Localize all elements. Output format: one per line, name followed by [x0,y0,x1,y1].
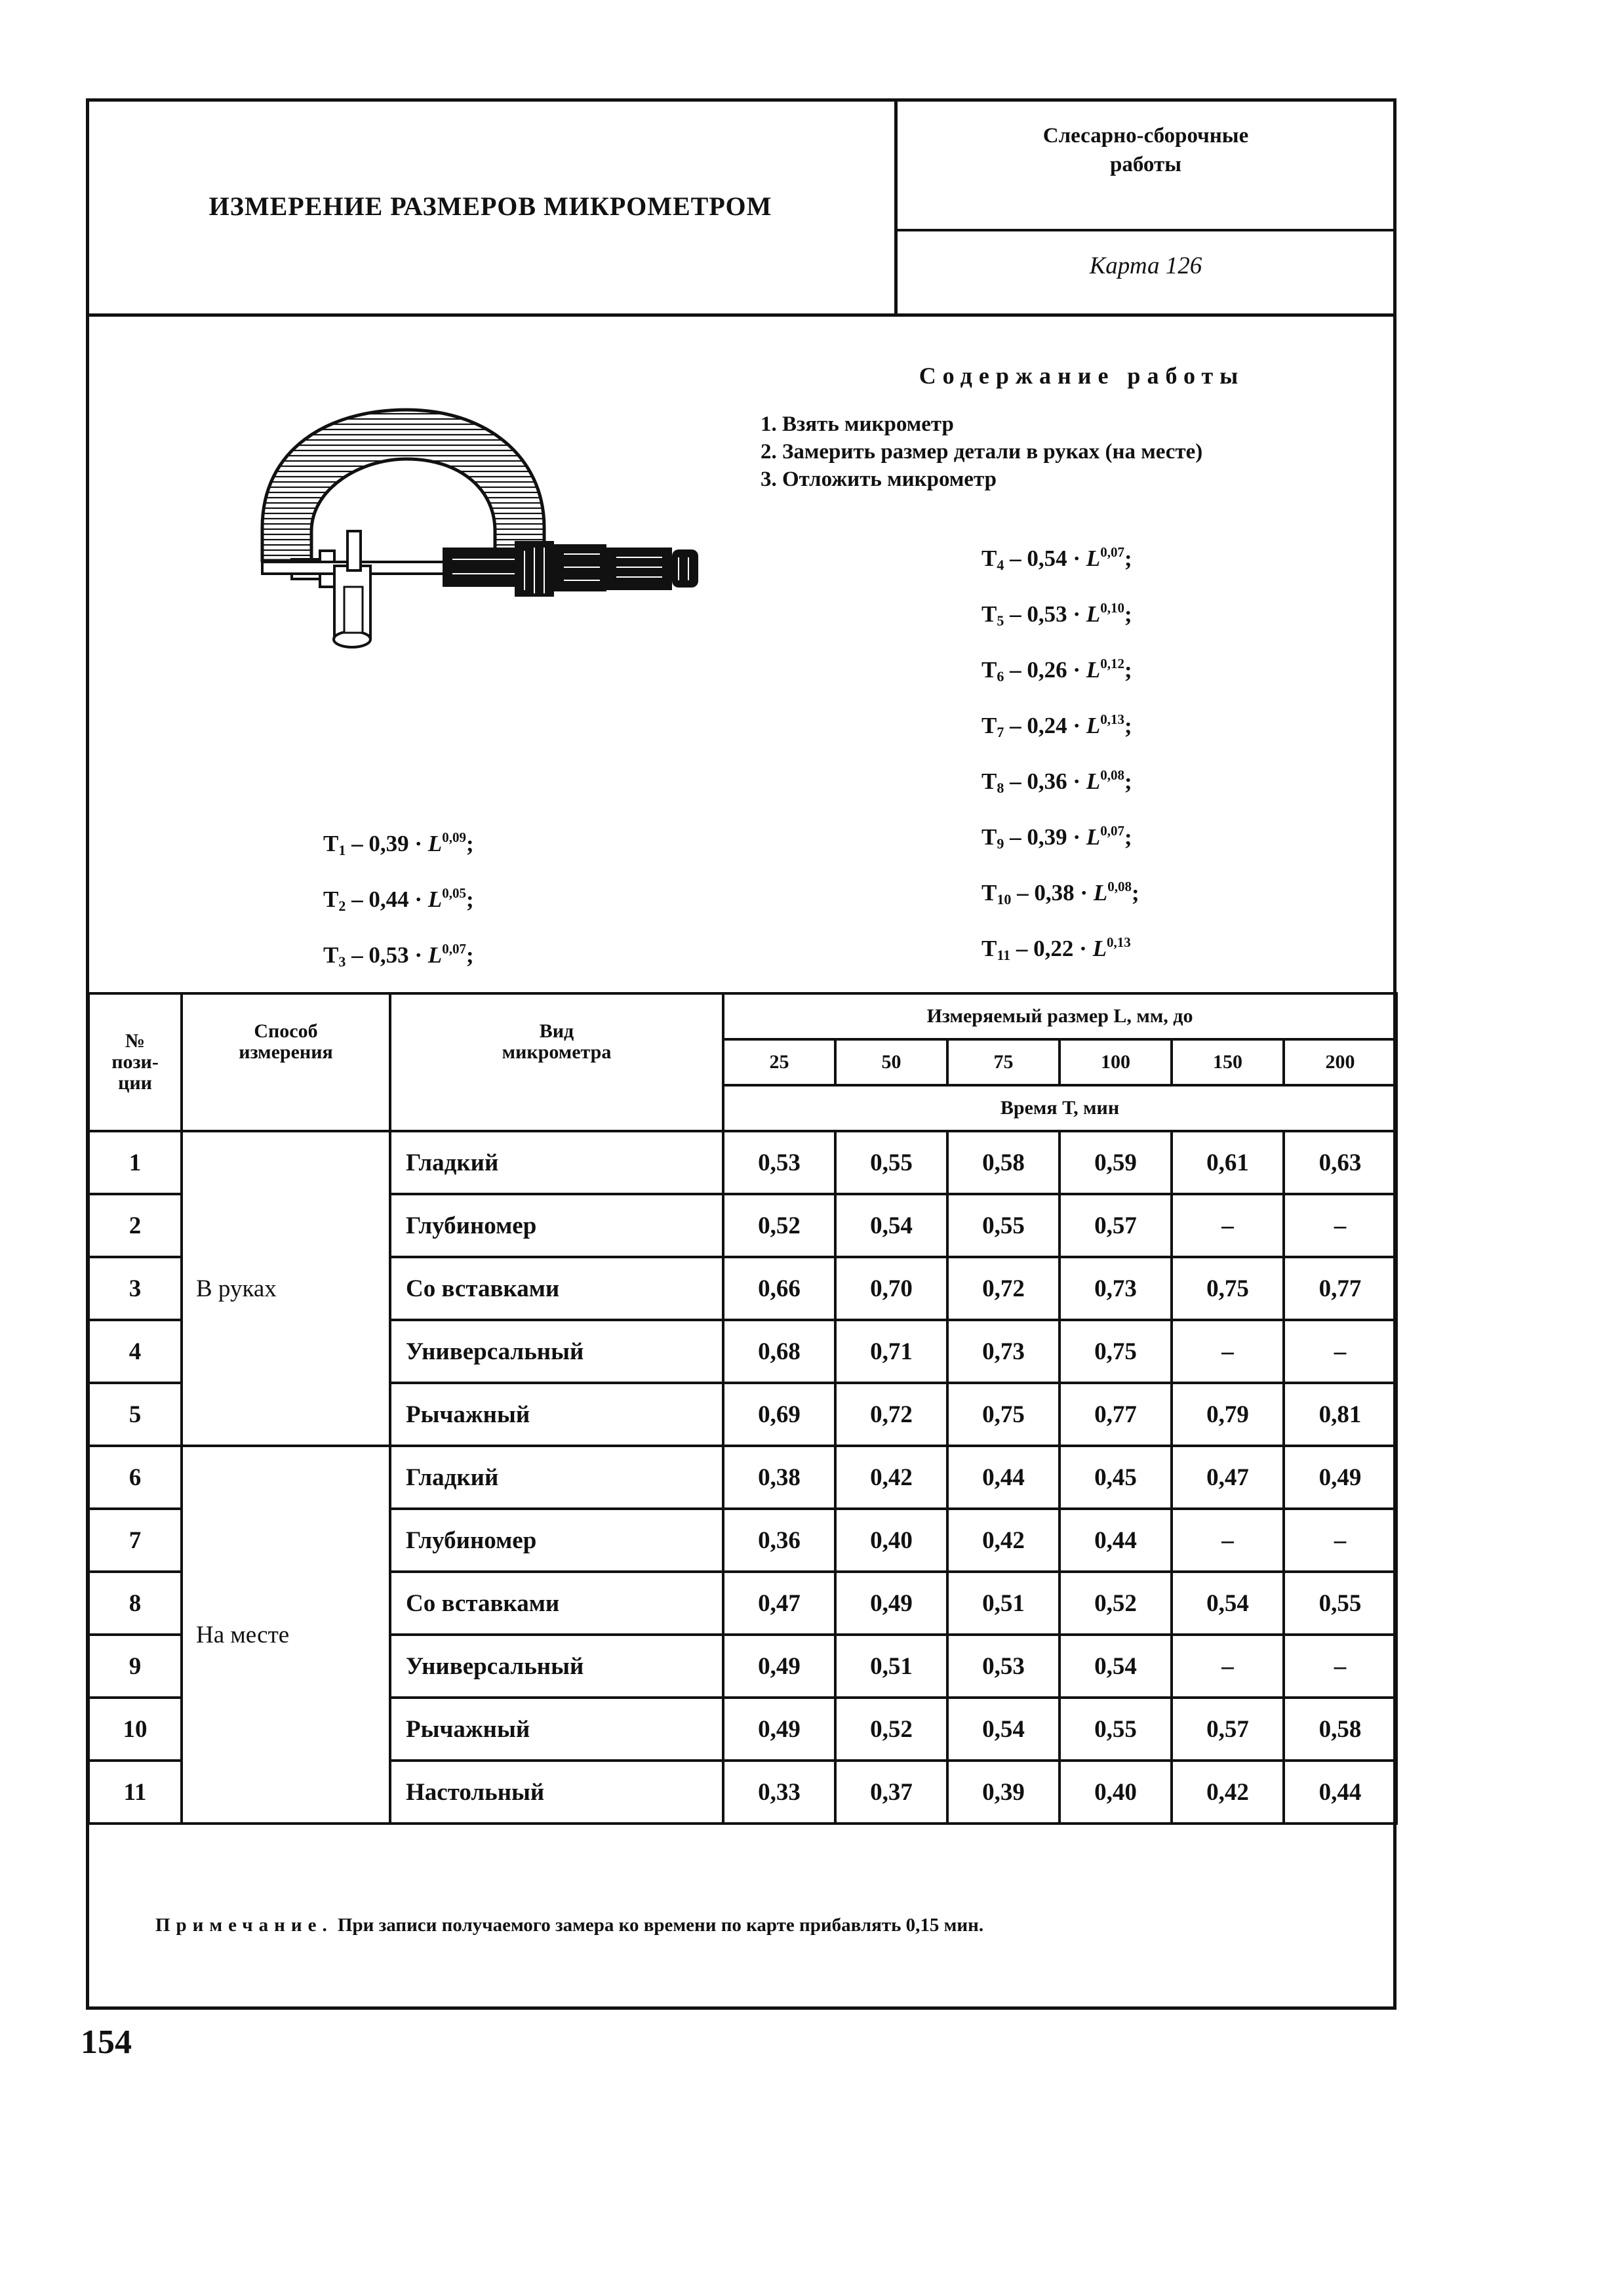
measurement-method: В руках [182,1131,390,1446]
time-value: 0,51 [947,1572,1060,1635]
formula-t: T [981,768,997,794]
time-value: – [1172,1320,1284,1383]
formula-index: 5 [997,612,1004,629]
position-number: 7 [89,1509,182,1572]
time-value: 0,42 [1172,1761,1284,1824]
formula-index: 4 [997,557,1004,573]
time-value: 0,55 [1284,1572,1396,1635]
table-row [89,1131,1396,1194]
position-number: 8 [89,1572,182,1635]
formula-index: 1 [338,842,346,858]
formula-coef: 0,22 [1033,936,1074,961]
formula-l: L [1086,824,1101,850]
time-formula: $T_2 - 0,44 \cdot L^{0,05}$; [323,885,474,914]
time-value: 0,59 [1060,1131,1172,1194]
time-value: 0,81 [1284,1383,1396,1446]
header-size: 100 [1060,1039,1172,1085]
formula-exp: 0,07 [1100,544,1124,560]
time-value: 0,49 [1284,1446,1396,1509]
time-value: 0,58 [947,1131,1060,1194]
formula-coef: 0,53 [1027,601,1067,627]
time-value: 0,44 [1060,1509,1172,1572]
micrometer-type: Рычажный [390,1383,723,1446]
formula-coef: 0,26 [1027,657,1067,683]
time-value: 0,42 [947,1509,1060,1572]
formula-l: L [1086,546,1101,571]
work-step: 3. Отложить микрометр [761,468,997,491]
time-formula: $T_5 - 0,53 \cdot L^{0,10}$; [981,600,1132,629]
table-row [89,1446,1396,1509]
micrometer-type: Универсальный [390,1320,723,1383]
formula-l: L [1086,713,1101,738]
time-value: 0,71 [835,1320,947,1383]
formula-l: L [1092,936,1107,961]
formula-l: L [1086,601,1101,627]
formula-index: 11 [997,947,1011,963]
time-value: 0,72 [947,1257,1060,1320]
time-value: 0,47 [1172,1446,1284,1509]
formula-exp: 0,08 [1100,767,1124,783]
time-value: 0,52 [1060,1572,1172,1635]
formula-coef: 0,39 [1027,824,1067,850]
time-value: 0,70 [835,1257,947,1320]
time-value: – [1172,1635,1284,1698]
formula-t: T [981,713,997,738]
time-value: 0,66 [723,1257,835,1320]
time-formula: $T_{11} - 0,22 \cdot L^{0,13}$ [981,934,1131,963]
time-value: 0,36 [723,1509,835,1572]
header-position: № пози- ции [89,993,182,1131]
time-value: 0,57 [1060,1194,1172,1257]
formula-coef: 0,54 [1027,546,1067,571]
header-bottom-line [86,313,1396,317]
header-size: 50 [835,1039,947,1085]
time-value: 0,54 [1172,1572,1284,1635]
formula-l: L [1086,657,1101,683]
time-value: 0,69 [723,1383,835,1446]
micrometer-type: Со вставками [390,1257,723,1320]
work-step: 1. Взять микрометр [761,412,954,436]
header-size-group: Измеряемый размер L, мм, до [723,993,1396,1039]
formula-exp: 0,12 [1100,656,1124,671]
formula-exp: 0,05 [442,885,466,901]
time-value: 0,51 [835,1635,947,1698]
time-formula: $T_9 - 0,39 \cdot L^{0,07}$; [981,823,1132,852]
formula-exp: 0,07 [1100,823,1124,839]
time-value: 0,75 [1172,1257,1284,1320]
time-value: 0,52 [723,1194,835,1257]
note-label: Примечание. [155,1915,333,1936]
time-value: 0,75 [947,1383,1060,1446]
formula-index: 9 [997,835,1004,852]
position-number: 2 [89,1194,182,1257]
time-value: 0,49 [723,1698,835,1761]
time-value: 0,53 [947,1635,1060,1698]
formula-t: T [981,824,997,850]
time-value: 0,49 [723,1635,835,1698]
formula-l: L [427,887,443,912]
micrometer-icon [236,390,708,666]
time-value: 0,40 [1060,1761,1172,1824]
note [155,1915,983,1936]
time-formula: $T_8 - 0,36 \cdot L^{0,08}$; [981,767,1132,796]
formula-t: T [981,936,997,961]
header-method: Способ измерения [182,993,390,1131]
time-value: 0,44 [1284,1761,1396,1824]
header-size: 25 [723,1039,835,1085]
time-formula: $T_7 - 0,24 \cdot L^{0,13}$; [981,711,1132,740]
position-number: 4 [89,1320,182,1383]
micrometer-type: Глубиномер [390,1509,723,1572]
formula-index: 8 [997,780,1004,796]
formula-t: T [981,880,997,906]
formula-l: L [427,942,443,968]
formula-t: T [323,831,339,856]
formula-exp: 0,08 [1107,879,1132,894]
position-number: 11 [89,1761,182,1824]
time-value: – [1284,1635,1396,1698]
time-value: 0,42 [835,1446,947,1509]
formula-coef: 0,53 [368,942,409,968]
time-value: – [1172,1194,1284,1257]
formula-coef: 0,44 [368,887,409,912]
time-value: 0,57 [1172,1698,1284,1761]
position-number: 9 [89,1635,182,1698]
time-value: 0,55 [1060,1698,1172,1761]
time-value: – [1284,1320,1396,1383]
time-value: 0,55 [947,1194,1060,1257]
formula-exp: 0,09 [442,829,466,845]
time-value: 0,58 [1284,1698,1396,1761]
formula-index: 7 [997,724,1004,740]
time-value: 0,53 [723,1131,835,1194]
position-number: 10 [89,1698,182,1761]
formula-index: 2 [338,898,346,914]
header-divider-vertical [894,98,898,316]
formula-t: T [981,601,997,627]
micrometer-type: Гладкий [390,1131,723,1194]
formula-t: T [981,546,997,571]
time-value: 0,72 [835,1383,947,1446]
micrometer-type: Глубиномер [390,1194,723,1257]
time-value: 0,33 [723,1761,835,1824]
time-value: 0,37 [835,1761,947,1824]
formula-l: L [427,831,443,856]
micrometer-type: Рычажный [390,1698,723,1761]
time-value: 0,38 [723,1446,835,1509]
card-number: Карта 126 [1089,252,1202,279]
formula-exp: 0,10 [1100,600,1124,616]
time-formula: $T_4 - 0,54 \cdot L^{0,07}$; [981,544,1132,573]
time-value: 0,75 [1060,1320,1172,1383]
time-value: 0,54 [947,1698,1060,1761]
time-value: 0,77 [1284,1257,1396,1320]
formula-coef: 0,39 [368,831,409,856]
time-formula: $T_1 - 0,39 \cdot L^{0,09}$; [323,829,474,858]
position-number: 5 [89,1383,182,1446]
formula-t: T [323,942,339,968]
formula-t: T [981,657,997,683]
position-number: 3 [89,1257,182,1320]
formula-index: 10 [997,891,1012,907]
header-kind: Вид микрометра [390,993,723,1131]
formula-coef: 0,38 [1034,880,1075,906]
time-value: 0,68 [723,1320,835,1383]
measurement-method: На месте [182,1446,390,1824]
time-value: 0,40 [835,1509,947,1572]
time-value: 0,73 [1060,1257,1172,1320]
time-value: 0,45 [1060,1446,1172,1509]
time-value: 0,61 [1172,1131,1284,1194]
content-heading: Содержание работы [919,363,1245,389]
formula-index: 3 [338,953,346,970]
page-number: 154 [81,2024,132,2061]
header-divider-right [894,229,1396,231]
position-number: 1 [89,1131,182,1194]
work-category: Слесарно-сборочные работы [1042,124,1249,176]
header-size: 200 [1284,1039,1396,1085]
formula-exp: 0,13 [1106,934,1131,950]
work-steps [761,410,1202,493]
time-value: – [1172,1509,1284,1572]
time-formula: $T_6 - 0,26 \cdot L^{0,12}$; [981,656,1132,685]
header-size: 150 [1172,1039,1284,1085]
norms-table [87,992,1398,1825]
formula-exp: 0,13 [1100,711,1124,727]
micrometer-type: Со вставками [390,1572,723,1635]
time-value: 0,39 [947,1761,1060,1824]
header-size: 75 [947,1039,1060,1085]
formula-l: L [1093,880,1108,906]
work-step: 2. Замерить размер детали в руках (на месте) [761,440,1203,464]
formula-coef: 0,24 [1027,713,1067,738]
time-value: 0,63 [1284,1131,1396,1194]
time-value: 0,44 [947,1446,1060,1509]
micrometer-type: Гладкий [390,1446,723,1509]
micrometer-type: Универсальный [390,1635,723,1698]
formula-coef: 0,36 [1027,768,1067,794]
time-value: 0,55 [835,1131,947,1194]
time-value: 0,52 [835,1698,947,1761]
note-text: При записи получаемого замера ко времени по карте прибавлять 0,15 мин. [337,1915,984,1936]
micrometer-type: Настольный [390,1761,723,1824]
time-formula: $T_{10} - 0,38 \cdot L^{0,08}$; [981,879,1139,907]
time-value: – [1284,1509,1396,1572]
time-value: 0,54 [835,1194,947,1257]
time-formula: $T_3 - 0,53 \cdot L^{0,07}$; [323,941,474,970]
time-value: 0,79 [1172,1383,1284,1446]
time-value: 0,47 [723,1572,835,1635]
page-title: ИЗМЕРЕНИЕ РАЗМЕРОВ МИКРОМЕТРОМ [208,191,772,221]
formula-index: 6 [997,668,1004,685]
header-time-group: Время Т, мин [723,1085,1396,1131]
position-number: 6 [89,1446,182,1509]
time-value: 0,49 [835,1572,947,1635]
formula-l: L [1086,768,1101,794]
formula-t: T [323,887,339,912]
time-value: 0,54 [1060,1635,1172,1698]
formula-exp: 0,07 [442,941,466,957]
time-value: 0,77 [1060,1383,1172,1446]
time-value: 0,73 [947,1320,1060,1383]
time-value: – [1284,1194,1396,1257]
